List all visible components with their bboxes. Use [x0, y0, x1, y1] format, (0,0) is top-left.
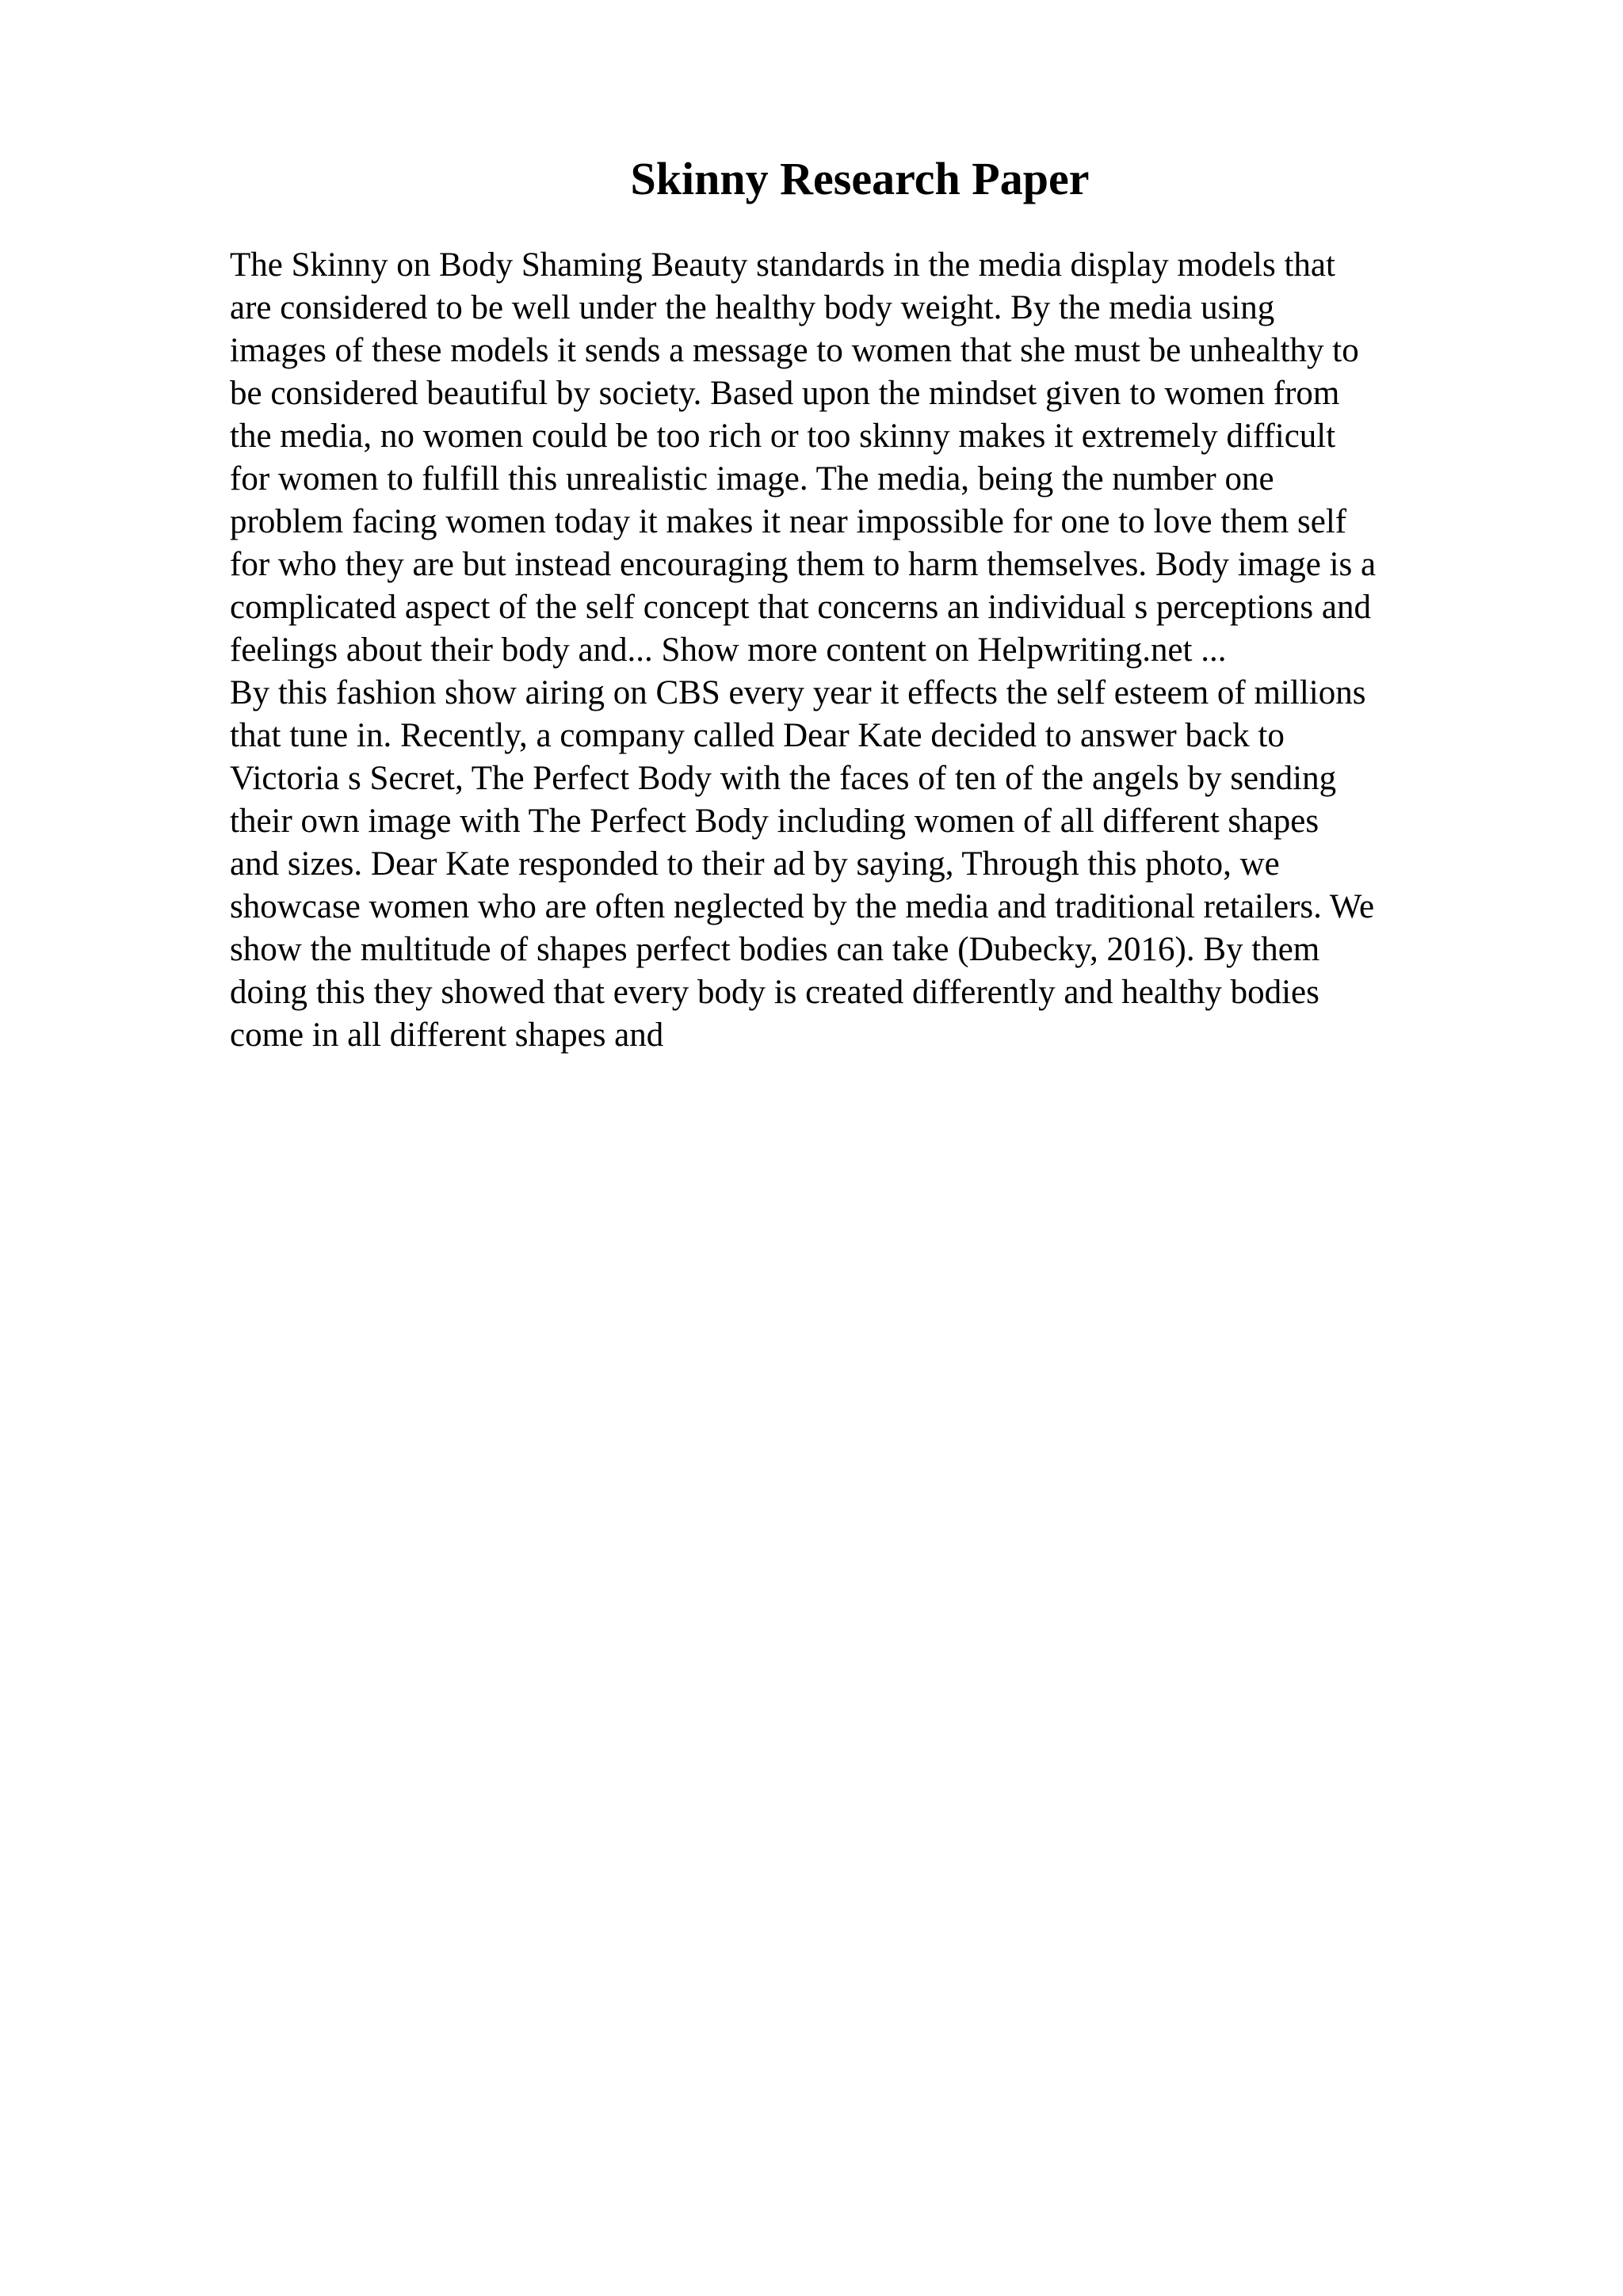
text-line: show the multitude of shapes perfect bodies can take (Dubecky, 2016). By them [230, 931, 1320, 968]
text-line: The Skinny on Body Shaming Beauty standards in the media display models that [230, 246, 1335, 284]
text-line: doing this they showed that every body is created differently and healthy bodies [230, 974, 1319, 1011]
text-line: for who they are but instead encouraging them to harm themselves. Body image is a [230, 546, 1377, 583]
text-line: come in all different shapes and [230, 1016, 664, 1054]
text-line: Victoria s Secret, The Perfect Body with the faces of ten of the angels by sending [230, 760, 1337, 797]
text-line: images of these models it sends a message to women that she must be unhealthy to [230, 332, 1359, 369]
text-line: the media, no women could be too rich or too skinny makes it extremely difficult [230, 418, 1336, 455]
text-line: problem facing women today it makes it near impossible for one to love them self [230, 503, 1347, 540]
text-line: By this fashion show airing on CBS every year it effects the self esteem of millions [230, 674, 1366, 711]
text-line: be considered beautiful by society. Based upon the mindset given to women from [230, 375, 1340, 412]
text-line: showcase women who are often neglected by the media and traditional retailers. We [230, 888, 1375, 925]
text-line: and sizes. Dear Kate responded to their ad by saying, Through this photo, we [230, 845, 1280, 883]
text-line: their own image with The Perfect Body including women of all different shapes [230, 803, 1319, 840]
text-line: are considered to be well under the healthy body weight. By the media using [230, 289, 1275, 326]
text-line: for women to fulfill this unrealistic image. The media, being the number one [230, 460, 1274, 498]
text-line: complicated aspect of the self concept that concerns an individual s perceptions and [230, 589, 1371, 626]
text-line: that tune in. Recently, a company called Dear Kate decided to answer back to [230, 717, 1285, 754]
text-line: feelings about their body and... Show more content on Helpwriting.net ... [230, 631, 1227, 669]
page-title: Skinny Research Paper [630, 153, 1090, 204]
body-text [230, 244, 1482, 1057]
